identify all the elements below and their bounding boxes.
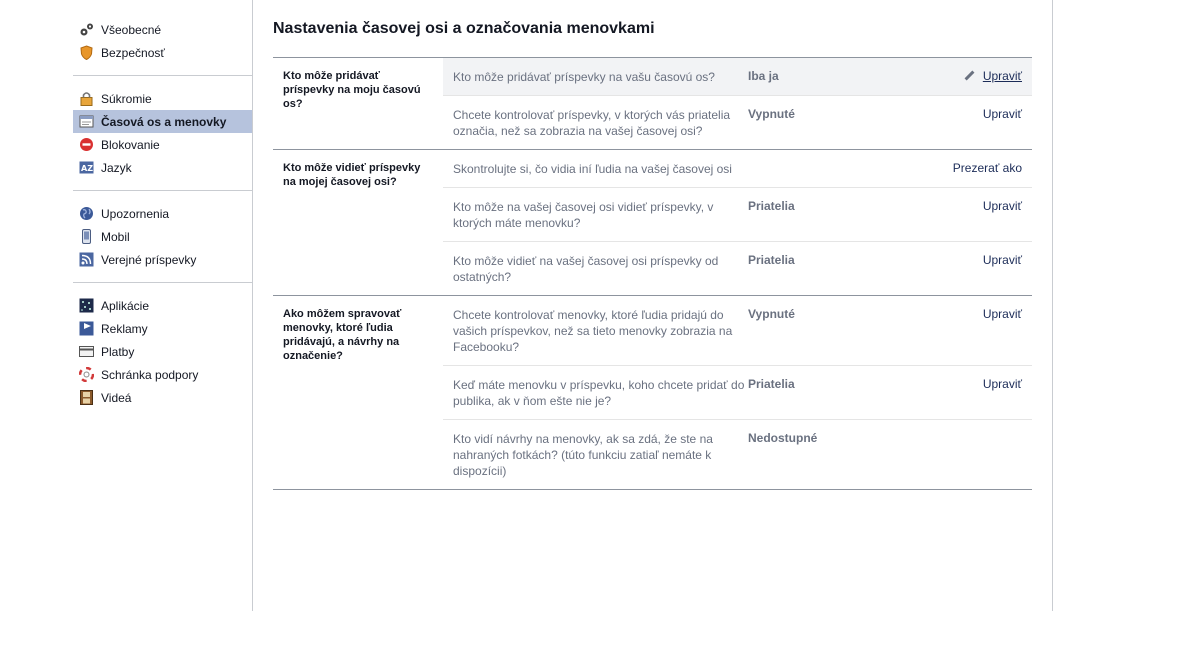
- settings-section: [273, 149, 1032, 295]
- setting-value: Iba ja: [748, 69, 779, 83]
- card-icon: [79, 344, 94, 359]
- sidebar-item[interactable]: [73, 156, 252, 179]
- setting-question: Keď máte menovku v príspevku, koho chcete pridať do publika, ak v ňom ešte nie je?: [453, 378, 745, 408]
- sidebar-item[interactable]: [73, 294, 252, 317]
- sidebar-item[interactable]: [73, 41, 252, 64]
- section-heading: Ako môžem spravovať menovky, ktoré ľudia pridávajú, a návrhy na označenie?: [283, 308, 402, 362]
- setting-value: Priatelia: [748, 377, 795, 391]
- sidebar-item[interactable]: [73, 110, 252, 133]
- setting-question: Kto môže vidieť na vašej časovej osi príspevky od ostatných?: [453, 254, 719, 284]
- setting-row[interactable]: [443, 187, 1032, 241]
- page-title: Nastavenia časovej osi a označovania menovkami: [273, 20, 655, 37]
- language-icon: [79, 160, 94, 175]
- setting-row[interactable]: [443, 365, 1032, 419]
- edit-link[interactable]: Upraviť: [982, 107, 1022, 121]
- setting-value: Vypnuté: [748, 107, 795, 121]
- section-heading: Kto môže vidieť príspevky na mojej časovej osi?: [283, 162, 421, 188]
- edit-link[interactable]: Upraviť: [982, 199, 1022, 213]
- lock-icon: [79, 91, 94, 106]
- section-rows: [443, 296, 1032, 489]
- ads-icon: [79, 321, 94, 336]
- sidebar-group: [73, 14, 252, 72]
- sidebar-item-label: Jazyk: [101, 160, 132, 175]
- edit-link[interactable]: Prezerať ako: [952, 161, 1022, 175]
- section-rows: [443, 150, 1032, 295]
- sidebar-item[interactable]: [73, 340, 252, 363]
- setting-value: Nedostupné: [748, 431, 818, 445]
- sidebar-item[interactable]: [73, 18, 252, 41]
- setting-question: Kto vidí návrhy na menovky, ak sa zdá, že ste na nahraných fotkách? (túto funkciu zatiaľ nemáte k dispozícii): [453, 432, 713, 478]
- setting-value: Vypnuté: [748, 307, 795, 321]
- column-divider-right: [1052, 0, 1053, 611]
- sidebar-item[interactable]: [73, 87, 252, 110]
- sidebar-item-label: Platby: [101, 344, 135, 359]
- column-divider-left: [252, 0, 253, 611]
- sidebar-separator: [73, 190, 252, 191]
- sidebar-item[interactable]: [73, 317, 252, 340]
- sidebar-item-label: Reklamy: [101, 321, 148, 336]
- setting-value: Priatelia: [748, 199, 795, 213]
- sidebar-separator: [73, 75, 252, 76]
- setting-action: [908, 160, 1022, 177]
- phone-icon: [79, 229, 94, 244]
- sidebar-separator: [73, 282, 252, 283]
- block-icon: [79, 137, 94, 152]
- edit-link[interactable]: Upraviť: [982, 69, 1022, 83]
- edit-link[interactable]: Upraviť: [982, 253, 1022, 267]
- sidebar-item[interactable]: [73, 363, 252, 386]
- settings-sidebar: [73, 14, 252, 417]
- setting-row[interactable]: [443, 296, 1032, 365]
- setting-action: [908, 252, 1022, 285]
- setting-question: Skontrolujte si, čo vidia iní ľudia na vašej časovej osi: [453, 162, 732, 176]
- apps-icon: [79, 298, 94, 313]
- sidebar-item-label: Schránka podpory: [101, 367, 199, 382]
- section-rows: [443, 58, 1032, 149]
- setting-action: [908, 306, 1022, 355]
- setting-row[interactable]: [443, 419, 1032, 489]
- svg-text:AZ: AZ: [81, 164, 93, 173]
- shield-icon: [79, 45, 94, 60]
- gears-icon: [79, 22, 94, 37]
- sidebar-item-label: Aplikácie: [101, 298, 150, 313]
- sidebar-item-label: Všeobecné: [101, 22, 162, 37]
- setting-action: [908, 106, 1022, 139]
- sidebar-item[interactable]: [73, 133, 252, 156]
- pencil-icon: [964, 71, 974, 81]
- sidebar-item[interactable]: [73, 225, 252, 248]
- setting-action: [908, 430, 1022, 479]
- sidebar-item-label: Časová os a menovky: [101, 114, 227, 129]
- setting-question: Chcete kontrolovať príspevky, v ktorých vás priatelia označia, než sa zobrazia na vašej časovej osi?: [453, 108, 731, 138]
- setting-row[interactable]: [443, 95, 1032, 149]
- setting-question: Kto môže na vašej časovej osi vidieť príspevky, v ktorých máte menovku?: [453, 200, 714, 230]
- sidebar-group: [73, 83, 252, 187]
- setting-question: Kto môže pridávať príspevky na vašu časovú os?: [453, 70, 715, 84]
- sidebar-item-label: Verejné príspevky: [101, 252, 197, 267]
- sidebar-item-label: Videá: [101, 390, 132, 405]
- setting-question: Chcete kontrolovať menovky, ktoré ľudia pridajú do vašich príspevkov, než sa tieto menovky zobrazia na Facebooku?: [453, 308, 733, 354]
- setting-row[interactable]: [443, 58, 1032, 95]
- setting-row[interactable]: [443, 150, 1032, 187]
- setting-action: [908, 68, 1022, 85]
- edit-link[interactable]: Upraviť: [982, 377, 1022, 391]
- edit-link[interactable]: Upraviť: [982, 307, 1022, 321]
- globe-icon: [79, 206, 94, 221]
- setting-action: [908, 198, 1022, 231]
- sidebar-item-label: Mobil: [101, 229, 130, 244]
- sidebar-item[interactable]: [73, 248, 252, 271]
- setting-value: [748, 160, 908, 177]
- rss-icon: [79, 252, 94, 267]
- sidebar-item-label: Upozornenia: [101, 206, 170, 221]
- section-heading: Kto môže pridávať príspevky na moju časovú os?: [283, 70, 421, 110]
- film-icon: [79, 390, 94, 405]
- settings-section: [273, 295, 1032, 490]
- sidebar-group: [73, 290, 252, 417]
- sidebar-item-label: Súkromie: [101, 91, 152, 106]
- main-content: [273, 19, 1032, 490]
- sidebar-item[interactable]: [73, 202, 252, 225]
- setting-action: [908, 376, 1022, 409]
- sidebar-item[interactable]: [73, 386, 252, 409]
- timeline-icon: [79, 114, 94, 129]
- sidebar-group: [73, 198, 252, 279]
- setting-value: Priatelia: [748, 253, 795, 267]
- sidebar-item-label: Blokovanie: [101, 137, 160, 152]
- sidebar-item-label: Bezpečnosť: [101, 45, 165, 60]
- setting-row[interactable]: [443, 241, 1032, 295]
- settings-sections: [273, 57, 1032, 490]
- lifebuoy-icon: [79, 367, 94, 382]
- settings-section: [273, 57, 1032, 149]
